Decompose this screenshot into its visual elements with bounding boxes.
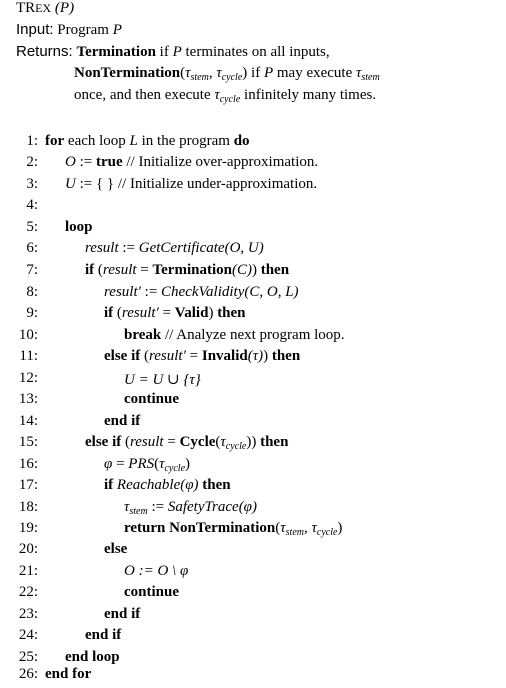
operator: := xyxy=(79,176,93,192)
variable: result′ xyxy=(121,305,159,321)
line-content xyxy=(85,240,264,257)
line-number: 3: xyxy=(26,176,38,192)
comment: // Initialize under-approximation. xyxy=(117,176,318,192)
line-content xyxy=(104,305,246,322)
keyword: break xyxy=(124,327,162,343)
keyword: continue xyxy=(124,391,180,407)
cycle-subscript: cycle xyxy=(219,94,241,105)
line-number: 1: xyxy=(26,133,38,149)
returns-label: Returns: xyxy=(16,43,73,60)
stem-subscript: stem xyxy=(285,527,304,538)
tau-symbol: τ xyxy=(159,456,165,472)
termination-keyword: Termination xyxy=(76,44,156,60)
algorithm-title xyxy=(16,0,74,17)
line-number: 17: xyxy=(18,477,38,493)
operator: := xyxy=(144,284,158,300)
function-args: (φ) xyxy=(180,477,199,493)
function-args: (O, U) xyxy=(224,240,264,256)
keyword: continue xyxy=(124,584,180,600)
line-content xyxy=(104,477,231,494)
keyword: do xyxy=(233,133,250,149)
variable: U xyxy=(65,176,76,192)
expression: O := O \ φ xyxy=(124,563,189,579)
cycle-subscript: cycle xyxy=(225,441,247,452)
text: each loop xyxy=(67,133,126,149)
keyword: end if xyxy=(104,413,141,429)
tau-symbol: τ xyxy=(216,65,222,81)
operator: = xyxy=(116,456,125,472)
keyword: if xyxy=(85,262,95,278)
cycle-subscript: cycle xyxy=(316,527,338,538)
line-content: return $NonTermination(\tau_{stem}$, $\tau_{cycle}$) xyxy=(124,520,343,538)
line-number: 21: xyxy=(18,563,38,579)
keyword: if xyxy=(104,305,114,321)
returns-line-1 xyxy=(16,43,330,61)
returns-text: if xyxy=(251,65,261,81)
paren: ( xyxy=(116,305,122,321)
line-content xyxy=(104,284,299,301)
returns-line-2: $NonTermination(\tau_{stem}$, $\tau_{cycle}$) if P may execute $\tau_{stem}$ xyxy=(74,65,380,83)
keyword: loop xyxy=(65,219,93,235)
text: in the program xyxy=(141,133,230,149)
line-content xyxy=(104,348,300,365)
keyword: for xyxy=(45,133,65,149)
line-number: 13: xyxy=(18,391,38,407)
operator: = xyxy=(140,262,149,278)
line-number: 23: xyxy=(18,606,38,622)
line-number: 10: xyxy=(18,327,38,343)
keyword: return xyxy=(124,520,166,536)
tau-symbol: τ xyxy=(124,499,130,515)
variable: O xyxy=(65,154,76,170)
function-name: PRS xyxy=(128,456,155,472)
line-content xyxy=(45,133,250,150)
keyword: then xyxy=(260,262,290,278)
input-label: Input: xyxy=(16,21,54,38)
line-content xyxy=(65,176,317,193)
line-number: 7: xyxy=(26,262,38,278)
paren: ) xyxy=(263,348,269,364)
operator: := xyxy=(151,499,165,515)
variable: result xyxy=(102,262,137,278)
paren: ( xyxy=(124,434,130,450)
variable: result′ xyxy=(104,284,141,300)
line-content xyxy=(124,499,257,517)
stem-subscript: stem xyxy=(190,72,209,83)
line-number: 16: xyxy=(18,456,38,472)
function-args: (φ) xyxy=(238,499,257,515)
keyword: then xyxy=(217,305,246,321)
line-number: 22: xyxy=(18,584,38,600)
operator: := xyxy=(79,154,93,170)
returns-text: may execute xyxy=(276,65,353,81)
line-number: 15: xyxy=(18,434,38,450)
function-name: SafetyTrace xyxy=(167,499,239,515)
expression: U = U ∪ {τ} xyxy=(124,372,201,388)
line-content xyxy=(85,262,289,279)
empty-set: { } xyxy=(95,176,115,192)
input-text: Program xyxy=(57,22,109,38)
returns-var: P xyxy=(263,65,274,81)
line-content: $\varphi = PRS(\tau_{cycle})$ xyxy=(104,456,191,474)
paren: ( xyxy=(143,348,149,364)
line-content: else if (result = $Cycle(\tau_{cycle})$) then xyxy=(85,434,289,452)
algorithm-name: TR xyxy=(16,0,36,16)
keyword: else if xyxy=(85,434,122,450)
variable: result xyxy=(85,240,119,256)
line-number: 18: xyxy=(18,499,38,515)
returns-text: once, and then execute xyxy=(74,87,211,103)
keyword: NonTermination xyxy=(169,520,276,536)
keyword: then xyxy=(271,348,301,364)
line-number: 6: xyxy=(26,240,38,256)
operator: = xyxy=(162,305,172,321)
keyword: Termination xyxy=(152,262,232,278)
function-name: GetCertificate xyxy=(138,240,225,256)
tau-symbol: τ xyxy=(356,65,362,81)
stem-subscript: stem xyxy=(361,72,380,83)
keyword: then xyxy=(202,477,231,493)
variable: result xyxy=(129,434,164,450)
input-line xyxy=(16,21,122,39)
paren: ( xyxy=(97,262,103,278)
returns-text: infinitely many times. xyxy=(244,87,377,103)
algorithm-arg: (P) xyxy=(54,0,75,16)
tau-symbol: τ xyxy=(214,87,220,103)
keyword: end for xyxy=(45,666,92,682)
stem-subscript: stem xyxy=(129,506,148,517)
line-number: 9: xyxy=(26,305,38,321)
cycle-subscript: cycle xyxy=(164,463,186,474)
keyword: Cycle xyxy=(179,434,216,450)
tau-symbol: τ xyxy=(185,65,191,81)
input-var: P xyxy=(112,22,122,38)
returns-var: P xyxy=(172,44,182,60)
comment: // Initialize over-approximation. xyxy=(126,154,319,170)
variable: result′ xyxy=(148,348,186,364)
line-number: 24: xyxy=(18,627,38,643)
returns-line-3 xyxy=(74,87,376,105)
operator: = xyxy=(189,348,199,364)
function-args: (C) xyxy=(231,262,252,278)
tau-symbol: τ xyxy=(311,520,317,536)
algorithm-name-caps: EX xyxy=(35,1,52,15)
keyword: else if xyxy=(104,348,141,364)
line-number: 12: xyxy=(18,370,38,386)
tau-symbol: τ xyxy=(280,520,286,536)
line-number: 20: xyxy=(18,541,38,557)
tau-symbol: τ xyxy=(220,434,226,450)
line-number: 11: xyxy=(19,348,38,364)
paren: ) xyxy=(208,305,214,321)
comment: // Analyze next program loop. xyxy=(164,327,345,343)
line-number: 2: xyxy=(26,154,38,170)
returns-text: terminates on all inputs, xyxy=(185,44,330,60)
keyword: Valid xyxy=(174,305,209,321)
nontermination-keyword: NonTermination xyxy=(74,65,181,81)
operator: = xyxy=(167,434,176,450)
function-name: CheckValidity xyxy=(161,284,245,300)
line-number: 8: xyxy=(26,284,38,300)
cycle-subscript: cycle xyxy=(221,72,243,83)
keyword: end if xyxy=(104,606,141,622)
line-number: 4: xyxy=(26,197,38,213)
line-number: 19: xyxy=(18,520,38,536)
line-number: 14: xyxy=(18,413,38,429)
variable: φ xyxy=(104,456,113,472)
keyword: end if xyxy=(85,627,122,643)
keyword: else xyxy=(104,541,128,557)
keyword: then xyxy=(260,434,289,450)
line-content xyxy=(65,154,318,171)
function-name: Reachable xyxy=(116,477,181,493)
line-number: 5: xyxy=(26,219,38,235)
paren: ) xyxy=(251,434,257,450)
line-content xyxy=(124,327,345,344)
keyword: true xyxy=(95,154,123,170)
function-args: (C, O, L) xyxy=(244,284,299,300)
keyword: end loop xyxy=(65,649,120,665)
variable: L xyxy=(129,133,138,149)
returns-text: if xyxy=(159,44,169,60)
operator: := xyxy=(122,240,136,256)
keyword: if xyxy=(104,477,114,493)
line-number: 26: xyxy=(18,666,38,682)
line-number: 25: xyxy=(18,649,38,665)
paren: ) xyxy=(251,262,257,278)
function-args: (τ) xyxy=(247,348,264,364)
keyword: Invalid xyxy=(201,348,248,364)
